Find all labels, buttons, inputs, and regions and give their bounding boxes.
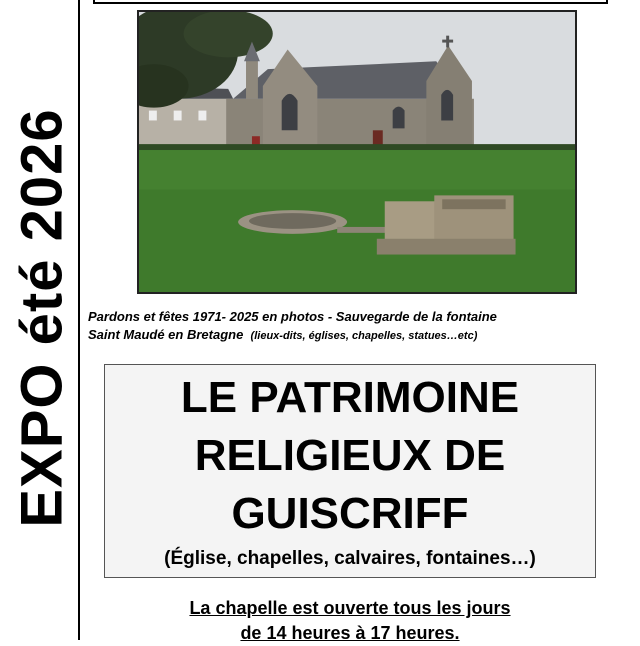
- side-panel: [0, 0, 80, 640]
- title-box: [104, 364, 596, 578]
- side-title: EXPO été 2026: [9, 108, 75, 528]
- caption-line-2-main: Saint Maudé en Bretagne: [88, 327, 244, 342]
- caption-line-2: [88, 326, 628, 345]
- chapel-photo: [137, 10, 577, 294]
- exhibition-caption: [88, 308, 628, 345]
- opening-line-1: La chapelle est ouverte tous les jours: [189, 598, 511, 618]
- chapel-photo-illustration: [139, 12, 575, 292]
- title-line-1: LE PATRIMOINE: [180, 373, 520, 422]
- caption-line-1: Pardons et fêtes 1971- 2025 en photos - Sauvegarde de la fontaine: [88, 309, 497, 324]
- title-line-2: RELIGIEUX DE: [194, 431, 506, 480]
- opening-line-2: de 14 heures à 17 heures.: [240, 623, 460, 643]
- title-line-3: GUISCRIFF: [231, 489, 469, 538]
- title-subtitle: (Église, chapelles, calvaires, fontaines…): [164, 548, 536, 569]
- top-border-rule: [93, 0, 608, 4]
- stone-trough: [385, 201, 437, 242]
- opening-hours: [80, 596, 620, 646]
- caption-line-2-detail: (lieux-dits, églises, chapelles, statues…etc): [250, 330, 478, 342]
